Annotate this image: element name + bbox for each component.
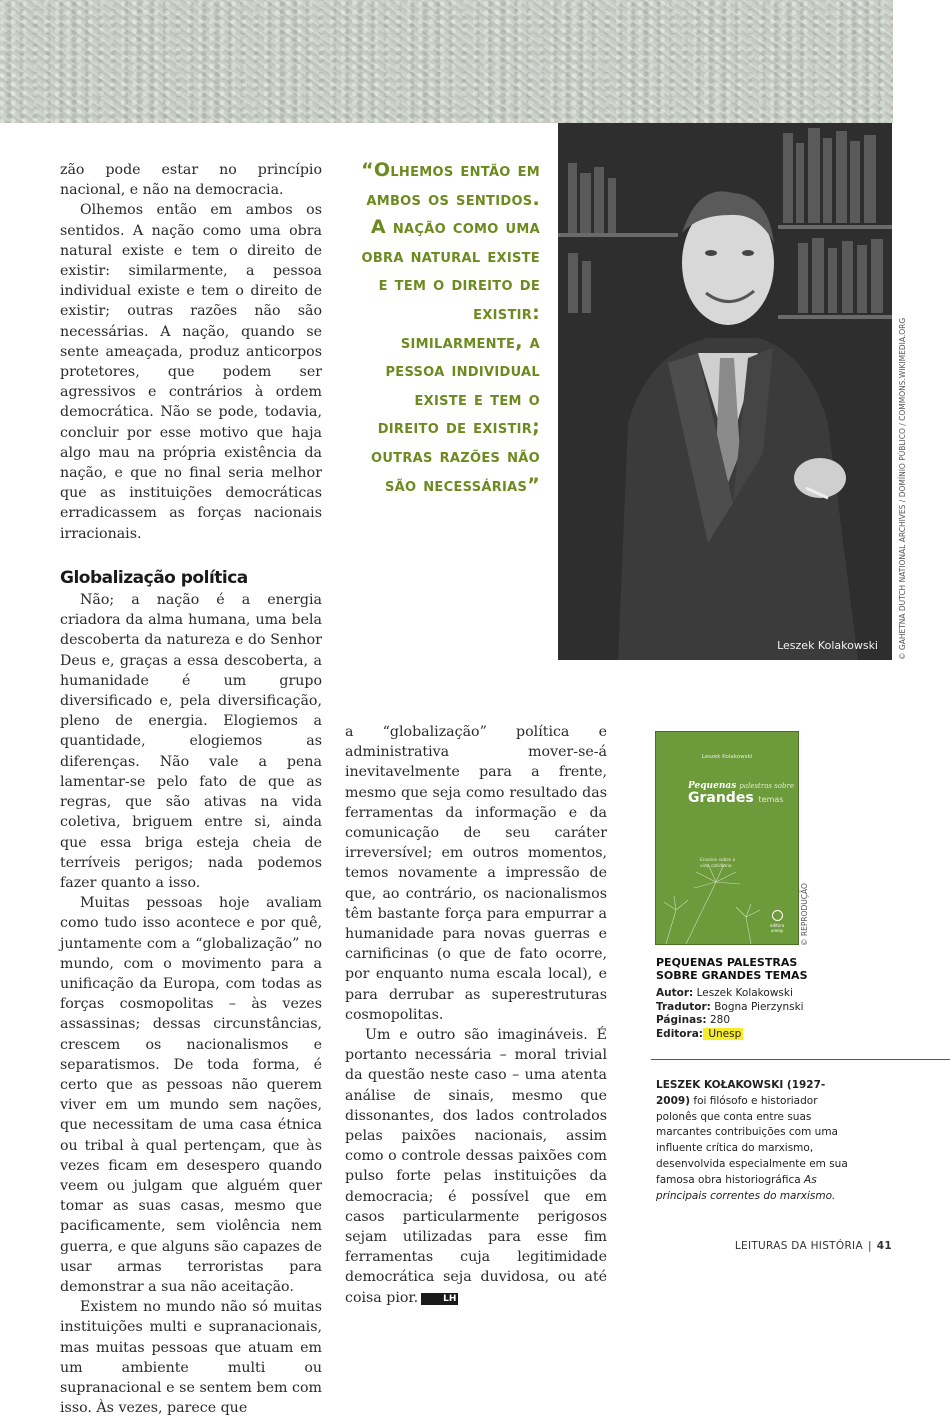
- paragraph: zão pode estar no princípio nacional, e não na democracia.: [60, 162, 322, 199]
- book-info: [656, 956, 836, 1041]
- bio-text: foi filósofo e historiador polonês que conta entre suas marcantes contribuições com uma influente crítica do marxismo, desenvolvida especialmente em sua famosa obra historiográfica: [656, 1094, 848, 1186]
- author-bio: [656, 1078, 856, 1204]
- book-cover-subtitle: Ensaios sobre a vida cotidiana: [700, 858, 736, 869]
- label: Autor:: [656, 987, 694, 999]
- value: Leszek Kolakowski: [696, 987, 793, 999]
- paragraph: a “globalização” política e administrativa mover-se-á inevitavelmente para a frente, mesmo que seja como resultado das ferramentas da informação e da comunicação de seu caráter irreversível; em outros momentos, temos novamente a impressão de que, ao contrário, os nacionalismos têm bastante força para empurrar a humanidade para novas guerras e carnificinas (o que de fato ocorre, por enquanto numa escala local), e para derrubar as superestruturas cosmopolitas.: [345, 724, 607, 1023]
- book-title: PEQUENAS PALESTRAS SOBRE GRANDES TEMAS: [656, 956, 808, 982]
- paragraph: Existem no mundo não só muitas instituições multi e supranacionais, mas muitas pessoas que atuam em um ambiente multi ou supranacional e se sentem bem com isso. Às vezes, parece que: [60, 1299, 322, 1417]
- paragraph-text: Um e outro são imagináveis. É portanto necessária – moral trivial da questão neste caso – uma atenta análise de sinais, mesmo que dissonantes, dos lados controlados pelas paixões nacionais, assim como o controle dessas paixões com pulso forte pelas instituições da democracia; é possível que em casos particularmente perigosos sejam utilizadas para esse fim ferramentas cuja legitimidade democrática seja duvidosa, ou até coisa pior.: [345, 1027, 607, 1306]
- text-column-middle: [345, 722, 607, 1308]
- paragraph: Muitas pessoas hoje avaliam como tudo isso acontece e por quê, juntamente com a “globalização” no mundo, com o movimento para a unificação da Europa, com todas as forças cosmopolitas – às vezes assassinas; dessas circunstâncias, crescem os nacionalismos e separatismos. De toda forma, é certo que as pessoas não querem viver em um mundo sem nações, que necessitam de uma casa étnica ou tribal à qual pertençam, que às vezes ficam em desespero quando veem ou julgam que alguém quer tomar as suas casas, mesmo que pacificamente, sem violência nem guerra, e que alguns são capazes de usar armas terroristas para demonstrar a sua não aceitação.: [60, 895, 322, 1295]
- book-cover-title-rest: palestras sobre: [739, 782, 794, 790]
- section-heading: Globalização política: [60, 567, 248, 588]
- value: Unesp: [708, 1027, 742, 1040]
- book-cover-title-rest: temas: [758, 795, 784, 804]
- text-column-left: [60, 160, 322, 1418]
- label: Páginas:: [656, 1014, 707, 1026]
- bio-work: As principais correntes do marxismo.: [656, 1173, 836, 1202]
- header-texture-band: [0, 0, 893, 123]
- footer-separator: |: [867, 1240, 872, 1252]
- book-cover-title-line2: [688, 790, 783, 806]
- paragraph: Olhemos então em ambos os sentidos. A nação como uma obra natural existe e tem o direito de existir: similarmente, a pessoa individual existe e tem o direito de existir; outras razões não são necessárias. A nação, quando se sente ameaçada, produz anticorpos protetores, que podem ser agressivos e contrários à ordem democrática. Não se pode, todavia, concluir por esse motivo que haja algo mau na própria existência da nação, e que no final seria melhor que as instituições democráticas erradicassem as forças nacionais irracionais.: [60, 202, 322, 542]
- book-cover-author: Leszek Kolakowski: [701, 754, 753, 760]
- magazine-name: LEITURAS DA HISTÓRIA: [734, 1240, 863, 1252]
- book-credit: © REPRODUÇÃO: [800, 883, 809, 946]
- value: Bogna Pierzynski: [714, 1000, 804, 1013]
- book-cover-title-word: Grandes: [688, 790, 754, 806]
- book-publisher-line: [656, 1028, 836, 1042]
- book-cover-title-word: Pequenas: [688, 781, 737, 791]
- pull-quote: “Olhemos então em ambos os sentidos. A nação como uma obra natural existe e tem o direito de existir: similarmente, a pessoa individual existe e tem o direito de existir; outras razões não são necessárias”: [361, 159, 540, 496]
- label: Tradutor:: [656, 1000, 711, 1013]
- end-mark-logo: LH: [421, 1293, 458, 1305]
- page-footer: [735, 1240, 892, 1252]
- photo-caption: Leszek Kolakowski: [777, 639, 878, 652]
- author-photo: [558, 123, 892, 660]
- book-cover: [656, 732, 798, 944]
- label: Editora:: [656, 1027, 703, 1040]
- paragraph: Não; a nação é a energia criadora da alma humana, uma bela descoberta da natureza e do Senhor Deus e, graças a essa descoberta, a humanidade é um grupo diversificado e, pela diversificação, pleno de energia. Elogiemos a quantidade, elogiemos as diferenças. Não vale a pena lamentar-se pelo fato de que as regras, que são ativas na vida coletiva, briguem entre si, ainda que essa briga esteja cheia de terríveis perigos; nada podemos fazer quanto a isso.: [60, 592, 322, 891]
- author-photo-illustration: [558, 123, 892, 660]
- bio-name: LESZEK KOŁAKOWSKI (1927-2009): [656, 1079, 826, 1107]
- value: 280: [709, 1014, 731, 1026]
- book-author-line: [656, 987, 836, 1001]
- divider: [651, 1059, 950, 1060]
- page-number: 41: [876, 1240, 892, 1252]
- publisher-logo: editora unesp: [770, 910, 784, 930]
- photo-credit: © GAHETNA DUTCH NATIONAL ARCHIVES / DOMÍNIO PÚBLICO / COMMONS.WIKIMEDIA.ORG: [898, 317, 907, 660]
- book-translator-line: [656, 1001, 836, 1015]
- book-pages-line: [656, 1014, 836, 1028]
- highlighted-value: [703, 1028, 743, 1040]
- paragraph: [345, 1025, 607, 1308]
